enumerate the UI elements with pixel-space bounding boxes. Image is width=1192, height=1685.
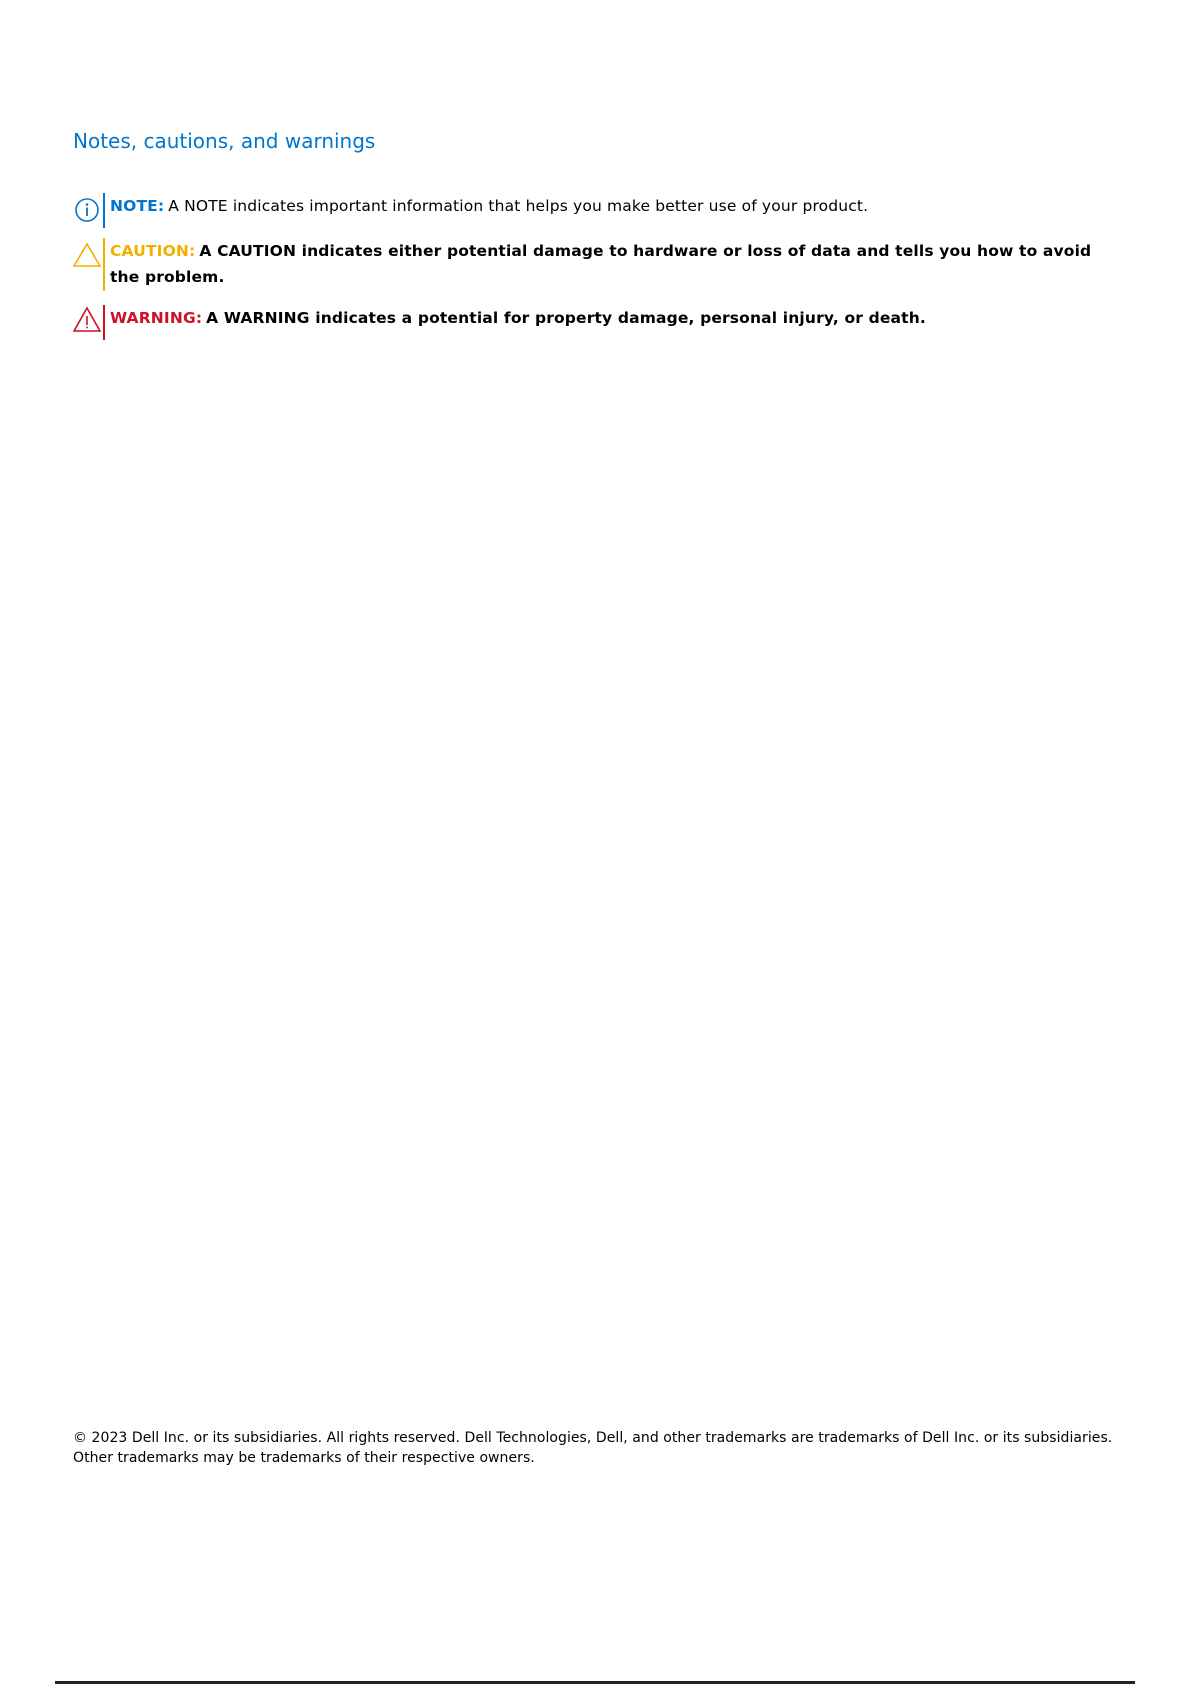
warning-rule: [103, 305, 105, 340]
caution-admonition: [73, 238, 1123, 291]
copyright-notice: © 2023 Dell Inc. or its subsidiaries. All rights reserved. Dell Technologies, Dell, and other trademarks are trademarks of Dell Inc. or its subsidiaries. Other trademarks may be trademarks of their respective owners.: [73, 1430, 1113, 1466]
caution-rule: [103, 238, 105, 291]
warning-text-block: [110, 305, 926, 331]
warning-admonition: [73, 305, 1123, 340]
caution-triangle-icon: [73, 240, 103, 270]
section-heading: Notes, cautions, and warnings: [73, 129, 376, 153]
caution-label: CAUTION:: [110, 242, 196, 260]
caution-text-block: [110, 238, 1110, 290]
note-text: A NOTE indicates important information that helps you make better use of your product.: [168, 197, 869, 215]
note-text-block: [110, 193, 868, 219]
note-label: NOTE:: [110, 197, 165, 215]
warning-label: WARNING:: [110, 309, 203, 327]
caution-text: A CAUTION indicates either potential damage to hardware or loss of data and tells you how to avoid the problem.: [110, 242, 1092, 286]
note-rule: [103, 193, 105, 228]
note-admonition: [73, 193, 1123, 228]
info-circle-icon: [73, 195, 103, 225]
warning-text: A WARNING indicates a potential for property damage, personal injury, or death.: [206, 309, 926, 327]
page-bottom-rule: [55, 1681, 1135, 1684]
warning-triangle-icon: [73, 305, 103, 335]
